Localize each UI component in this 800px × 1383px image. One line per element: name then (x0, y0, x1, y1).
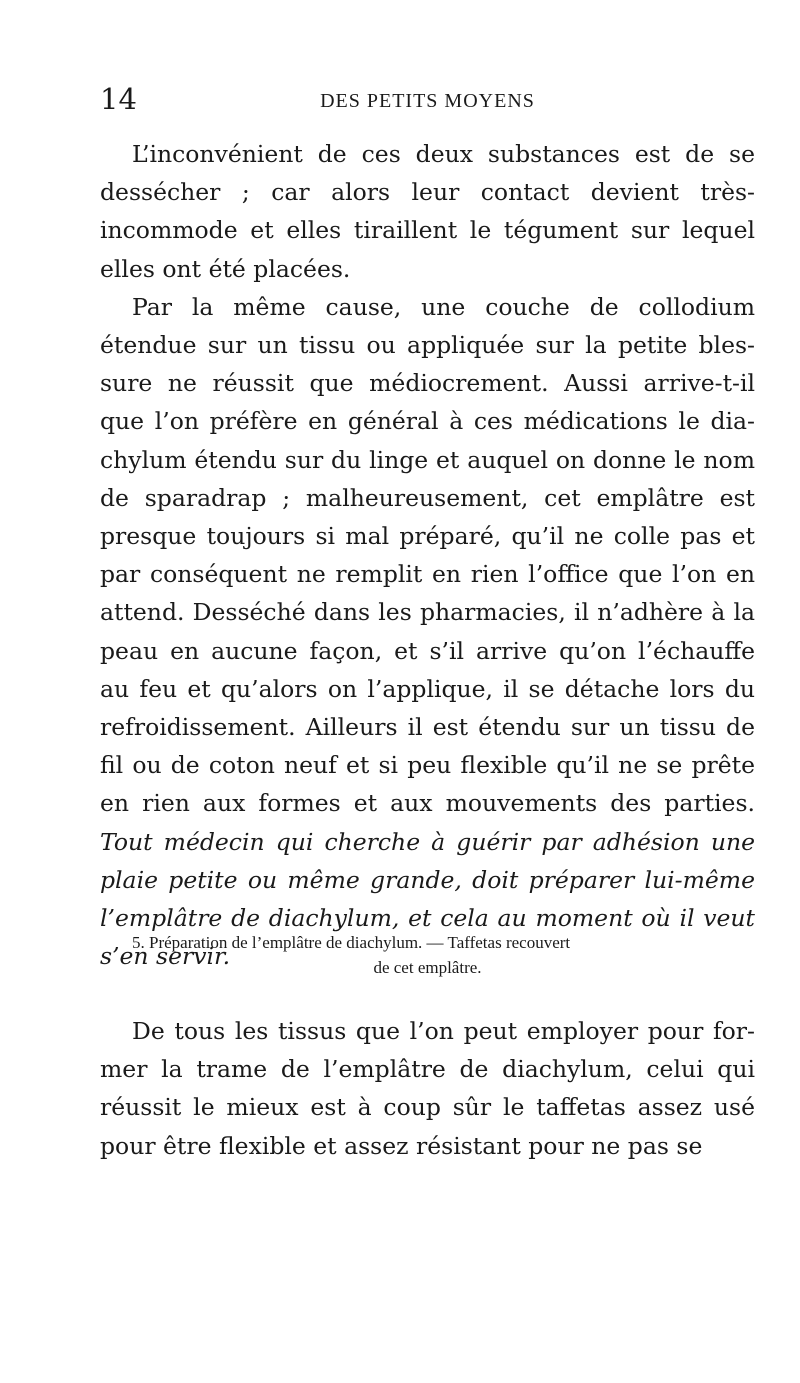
running-title: DES PETITS MOYENS (320, 90, 535, 112)
paragraph-2-italic: Tout médecin qui cherche à guérir par adhésion une plaie petite ou même grande, doit préparer lui-même l’emplâtre de diachylum, et cela au moment où il veut s’en servir. (100, 827, 755, 971)
paragraph-3: De tous les tissus que l’on peut employer pour former la trame de l’emplâtre de diachylum, celui qui réussit le mieux est à coup sûr le taffetas assez usé pour être flexible et assez résistant pour ne pas se (100, 1017, 755, 1160)
page-number: 14 (100, 82, 137, 116)
section-heading-line-1: 5. Préparation de l’emplâtre de diachylum. — Taffetas recouvert (132, 933, 571, 952)
section-text (100, 1012, 755, 1165)
main-text (100, 135, 755, 975)
section-heading (100, 930, 755, 980)
paragraph-2-text: Par la même cause, une couche de collodium étendue sur un tissu ou appliquée sur la petite blessure ne réussit que médiocrement. Aussi arrive-t-il que l’on préfère en général à ces médications le diachylum étendu sur du linge et auquel on donne le nom de sparadrap ; malheureusement, cet emplâtre est presque toujours si mal préparé, qu’il ne colle pas et par conséquent ne remplit en rien l’office que l’on en attend. Desséché dans les pharmacies, il n’adhère à la peau en aucune façon, et s’il arrive qu’on l’échauffe au feu et qu’alors on l’applique, il se détache lors du refroidissement. Ailleurs il est étendu sur un tissu de fil ou de coton neuf et si peu flexible qu’il ne se prête en rien aux formes et aux mouvements des parties. (100, 292, 755, 818)
section-heading-line-2: de cet emplâtre. (373, 958, 482, 977)
running-head (100, 82, 755, 122)
paragraph-1: L’inconvénient de ces deux substances est de se dessécher ; car alors leur contact devient très-incommode et elles tiraillent le tégument sur lequel elles ont été placées. (100, 140, 755, 283)
paragraph-2 (100, 288, 755, 976)
